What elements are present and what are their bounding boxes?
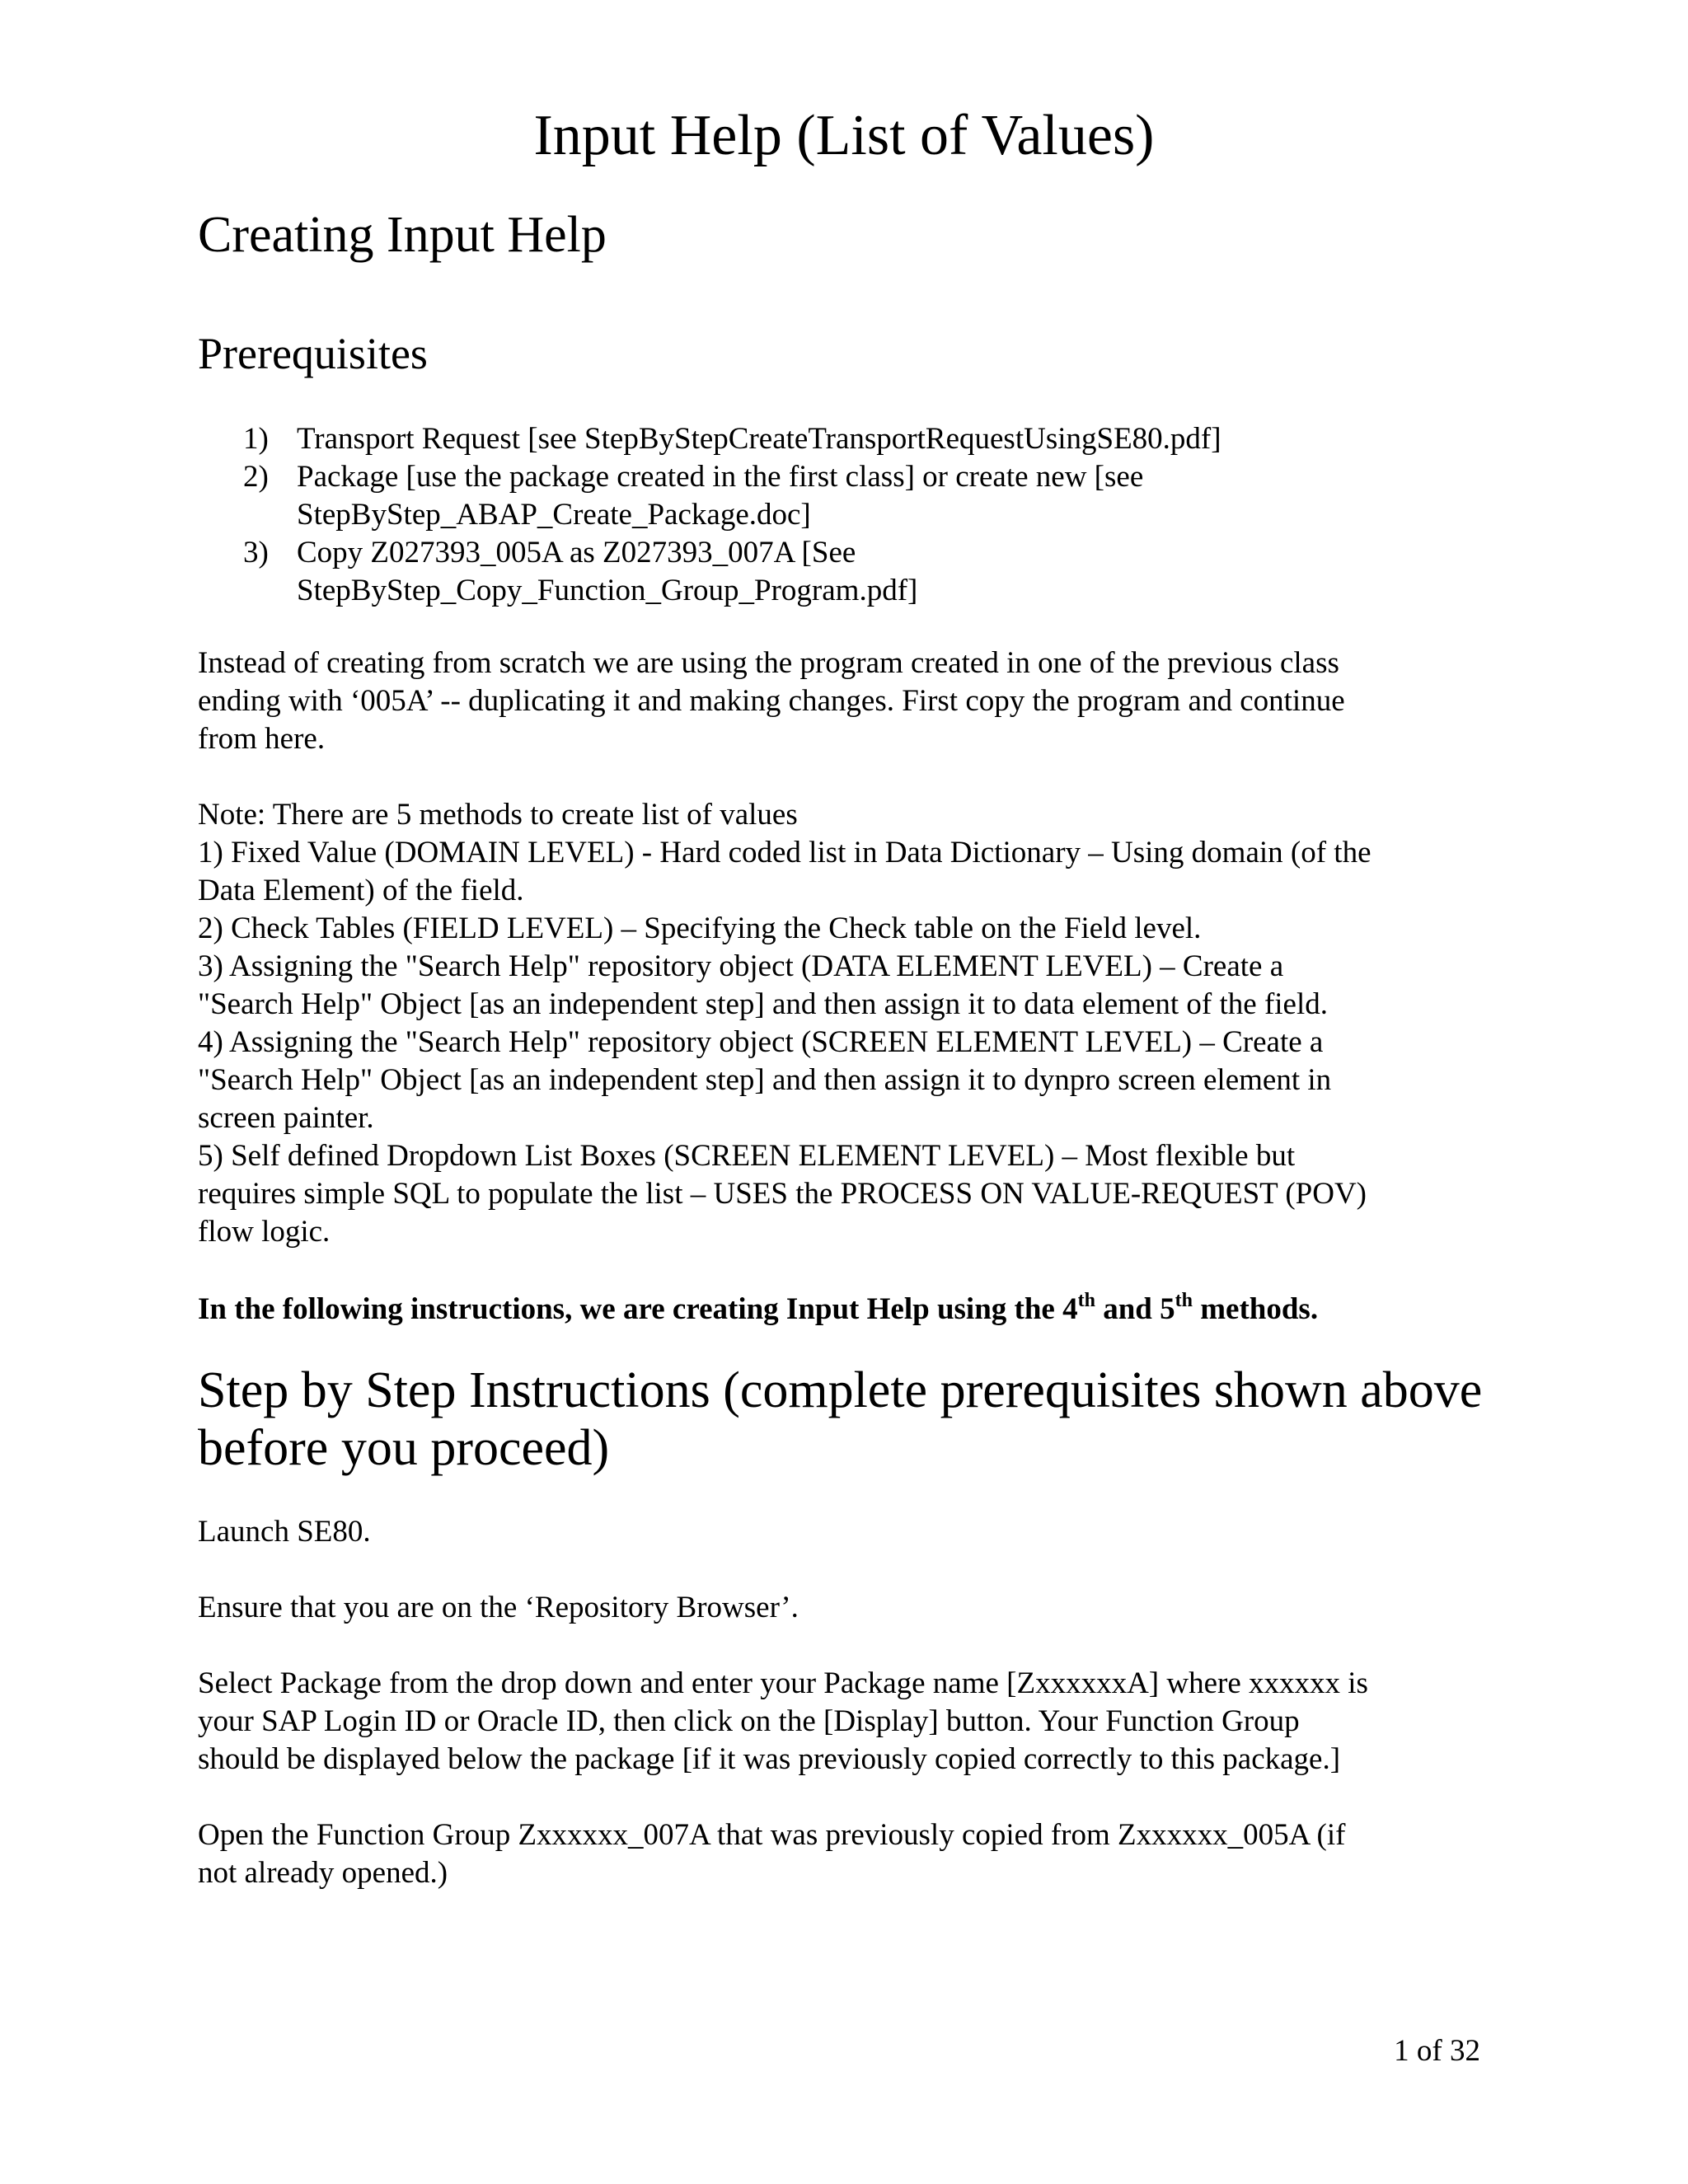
step-select-package <box>198 1665 1484 1779</box>
step-line: Select Package from the drop down and enter your Package name [ZxxxxxxA] where xxxxxx is <box>198 1666 1368 1700</box>
step-line: should be displayed below the package [if it was previously copied correctly to this package.] <box>198 1742 1341 1776</box>
step-line: your SAP Login ID or Oracle ID, then click on the [Display] button. Your Function Group <box>198 1704 1300 1738</box>
methods-statement-bold <box>198 1291 1484 1329</box>
note-line: requires simple SQL to populate the list – USES the PROCESS ON VALUE-REQUEST (POV) <box>198 1177 1367 1211</box>
prerequisite-item-2 <box>243 458 1221 534</box>
note-line: screen painter. <box>198 1101 374 1135</box>
intro-line: ending with ‘005A’ -- duplicating it and making changes. First copy the program and continue <box>198 684 1345 718</box>
section-heading-step-by-step <box>198 1361 1482 1477</box>
note-line: "Search Help" Object [as an independent step] and then assign it to data element of the field. <box>198 987 1329 1021</box>
note-line: 4) Assigning the "Search Help" repository object (SCREEN ELEMENT LEVEL) – Create a <box>198 1025 1324 1059</box>
step-ensure-repository-browser: Ensure that you are on the ‘Repository Browser’. <box>198 1591 799 1624</box>
note-line: flow logic. <box>198 1215 331 1249</box>
bold-statement-part: and 5 <box>1095 1292 1175 1326</box>
bold-statement-part: methods. <box>1192 1292 1319 1326</box>
prerequisite-number: 2) <box>243 460 269 494</box>
methods-note-paragraph <box>198 796 1484 1251</box>
prerequisite-text: StepByStep_Copy_Function_Group_Program.pdf] <box>297 574 918 607</box>
note-line: 5) Self defined Dropdown List Boxes (SCREEN ELEMENT LEVEL) – Most flexible but <box>198 1139 1296 1173</box>
note-line: Data Element) of the field. <box>198 874 524 907</box>
note-line: Note: There are 5 methods to create list of values <box>198 798 798 832</box>
prerequisite-text: Copy Z027393_005A as Z027393_007A [See <box>297 536 856 569</box>
prerequisite-text: StepByStep_ABAP_Create_Package.doc] <box>297 498 811 532</box>
page-number: 1 of 32 <box>1394 2034 1480 2068</box>
step-open-function-group <box>198 1816 1484 1892</box>
step-line: Open the Function Group Zxxxxxx_007A that was previously copied from Zxxxxxx_005A (if <box>198 1818 1346 1852</box>
intro-paragraph <box>198 644 1484 758</box>
prerequisite-text: Package [use the package created in the first class] or create new [see <box>297 460 1144 494</box>
step-launch-se80: Launch SE80. <box>198 1515 371 1549</box>
document-title: Input Help (List of Values) <box>533 104 1155 167</box>
note-line: 3) Assigning the "Search Help" repository object (DATA ELEMENT LEVEL) – Create a <box>198 949 1284 983</box>
ordinal-superscript: th <box>1077 1289 1095 1311</box>
prerequisite-number: 1) <box>243 422 269 456</box>
heading-line: Step by Step Instructions (complete prerequisites shown above <box>198 1362 1483 1418</box>
intro-line: Instead of creating from scratch we are using the program created in one of the previous class <box>198 646 1339 680</box>
section-heading-creating-input-help: Creating Input Help <box>198 207 607 263</box>
section-heading-prerequisites: Prerequisites <box>198 329 428 378</box>
prerequisite-item-3 <box>243 534 1221 610</box>
prerequisite-text: Transport Request [see StepByStepCreateTransportRequestUsingSE80.pdf] <box>297 422 1221 456</box>
prerequisites-list <box>243 420 1221 610</box>
prerequisite-number: 3) <box>243 536 269 569</box>
note-line: "Search Help" Object [as an independent step] and then assign it to dynpro screen element in <box>198 1063 1332 1097</box>
ordinal-superscript: th <box>1175 1289 1193 1311</box>
note-line: 1) Fixed Value (DOMAIN LEVEL) - Hard coded list in Data Dictionary – Using domain (of the <box>198 836 1372 869</box>
prerequisite-item-1 <box>243 420 1221 458</box>
intro-line: from here. <box>198 722 326 756</box>
bold-statement-part: In the following instructions, we are creating Input Help using the 4 <box>198 1292 1078 1326</box>
note-line: 2) Check Tables (FIELD LEVEL) – Specifying the Check table on the Field level. <box>198 912 1202 945</box>
heading-line: before you proceed) <box>198 1420 610 1476</box>
step-line: not already opened.) <box>198 1856 448 1890</box>
